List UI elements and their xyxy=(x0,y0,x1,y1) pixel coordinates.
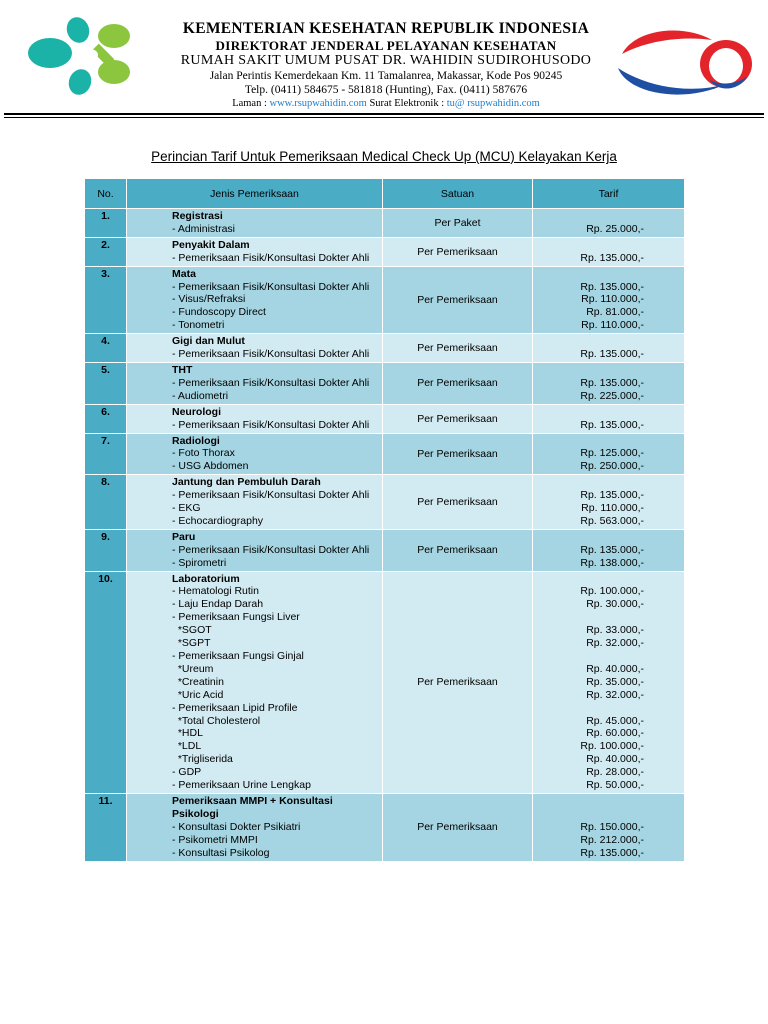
hospital-phone: Telp. (0411) 584675 - 581818 (Hunting), Fax. (0411) 587676 xyxy=(244,84,528,96)
exam-category: Radiologi xyxy=(172,434,220,447)
tariff-value: Rp. 135.000,- xyxy=(580,543,644,556)
exam-item: *SGOT xyxy=(172,624,212,637)
exam-item: - Psikometri MMPI xyxy=(172,833,258,846)
tariff-cell xyxy=(533,266,685,334)
web-link[interactable]: www.rsupwahidin.com xyxy=(269,98,367,109)
exam-item: - Echocardiography xyxy=(172,514,264,527)
row-number: 9. xyxy=(85,529,127,571)
table-row xyxy=(85,266,685,334)
header-jenis: Jenis Pemeriksaan xyxy=(127,179,383,209)
table-header-row xyxy=(85,179,685,209)
exam-item: - EKG xyxy=(172,502,201,515)
tariff-cell xyxy=(533,404,685,433)
tariff-value: Rp. 32.000,- xyxy=(586,637,644,650)
tariff-cell xyxy=(533,475,685,530)
tariff-value: Rp. 135.000,- xyxy=(580,376,644,389)
tariff-table xyxy=(84,178,685,862)
exam-cell xyxy=(127,404,383,433)
letterhead-rule-thick xyxy=(4,113,764,115)
exam-item: - Tonometri xyxy=(172,319,225,332)
letterhead-text xyxy=(140,20,632,110)
table-row xyxy=(85,334,685,363)
table-row xyxy=(85,529,685,571)
table-row xyxy=(85,475,685,530)
tariff-value: Rp. 563.000,- xyxy=(580,514,644,527)
exam-cell xyxy=(127,334,383,363)
exam-item: - Pemeriksaan Fisik/Konsultasi Dokter Ahli xyxy=(172,348,370,361)
table-body xyxy=(85,209,685,862)
ministry-name: KEMENTERIAN KESEHATAN REPUBLIK INDONESIA xyxy=(182,20,590,37)
unit-cell: Per Pemeriksaan xyxy=(383,266,533,334)
tariff-value: Rp. 212.000,- xyxy=(580,833,644,846)
exam-item: - Pemeriksaan Urine Lengkap xyxy=(172,779,311,792)
exam-item: - Pemeriksaan Fisik/Konsultasi Dokter Ahli xyxy=(172,376,370,389)
tariff-value: Rp. 100.000,- xyxy=(580,585,644,598)
hospital-address: Jalan Perintis Kemerdekaan Km. 11 Tamalanrea, Makassar, Kode Pos 90245 xyxy=(209,70,563,82)
exam-category: Pemeriksaan MMPI + Konsultasi Psikologi xyxy=(172,794,333,820)
tariff-value: Rp. 35.000,- xyxy=(586,675,644,688)
ministry-logo-icon xyxy=(26,16,144,100)
tariff-cell xyxy=(533,529,685,571)
table-row xyxy=(85,793,685,861)
tariff-cell xyxy=(533,433,685,475)
row-number: 2. xyxy=(85,237,127,266)
row-number: 4. xyxy=(85,334,127,363)
web-label: Laman : xyxy=(232,98,267,109)
hospital-name: RUMAH SAKIT UMUM PUSAT DR. WAHIDIN SUDIROHUSODO xyxy=(180,53,592,68)
tariff-value: Rp. 150.000,- xyxy=(580,820,644,833)
exam-cell xyxy=(127,475,383,530)
tariff-cell xyxy=(533,793,685,861)
document-title: Perincian Tarif Untuk Pemeriksaan Medical Check Up (MCU) Kelayakan Kerja xyxy=(151,149,617,164)
exam-cell xyxy=(127,571,383,793)
contact-line xyxy=(140,97,632,110)
exam-item: - Pemeriksaan Fisik/Konsultasi Dokter Ahli xyxy=(172,251,370,264)
tariff-value: Rp. 135.000,- xyxy=(580,348,644,361)
exam-category: Paru xyxy=(172,530,196,543)
unit-cell: Per Pemeriksaan xyxy=(383,529,533,571)
row-number: 10. xyxy=(85,571,127,793)
exam-category: Gigi dan Mulut xyxy=(172,335,245,348)
hospital-logo-icon xyxy=(614,24,756,102)
table-row xyxy=(85,209,685,238)
tariff-value: Rp. 135.000,- xyxy=(580,280,644,293)
tariff-cell xyxy=(533,237,685,266)
exam-category: Penyakit Dalam xyxy=(172,238,250,251)
tariff-value: Rp. 135.000,- xyxy=(580,846,644,859)
row-number: 7. xyxy=(85,433,127,475)
table-row xyxy=(85,404,685,433)
exam-item: - GDP xyxy=(172,766,202,779)
unit-cell: Per Pemeriksaan xyxy=(383,362,533,404)
tariff-value xyxy=(533,650,644,663)
row-number: 11. xyxy=(85,793,127,861)
unit-cell: Per Pemeriksaan xyxy=(383,475,533,530)
tariff-value: Rp. 50.000,- xyxy=(586,779,644,792)
exam-item: - Laju Endap Darah xyxy=(172,598,264,611)
tariff-value: Rp. 135.000,- xyxy=(580,418,644,431)
row-number: 5. xyxy=(85,362,127,404)
exam-item: - Pemeriksaan Fungsi Liver xyxy=(172,611,300,624)
tariff-value: Rp. 125.000,- xyxy=(580,447,644,460)
table-row xyxy=(85,362,685,404)
letterhead-rule-thin xyxy=(4,117,764,118)
unit-cell: Per Pemeriksaan xyxy=(383,334,533,363)
unit-cell: Per Pemeriksaan xyxy=(383,404,533,433)
exam-cell xyxy=(127,266,383,334)
row-number: 3. xyxy=(85,266,127,334)
tariff-value: Rp. 33.000,- xyxy=(586,624,644,637)
exam-item: - Hematologi Rutin xyxy=(172,585,259,598)
directorate-name: DIREKTORAT JENDERAL PELAYANAN KESEHATAN xyxy=(215,38,557,53)
row-number: 1. xyxy=(85,209,127,238)
tariff-value: Rp. 28.000,- xyxy=(586,766,644,779)
exam-item: - Konsultasi Psikolog xyxy=(172,846,270,859)
exam-item: - Spirometri xyxy=(172,556,227,569)
tariff-cell xyxy=(533,209,685,238)
exam-item: - Pemeriksaan Lipid Profile xyxy=(172,701,298,714)
exam-cell xyxy=(127,793,383,861)
table-row xyxy=(85,237,685,266)
exam-item: - Pemeriksaan Fisik/Konsultasi Dokter Ahli xyxy=(172,489,370,502)
letterhead xyxy=(0,0,768,118)
exam-item: - Pemeriksaan Fisik/Konsultasi Dokter Ahli xyxy=(172,418,370,431)
unit-cell: Per Pemeriksaan xyxy=(383,433,533,475)
unit-cell: Per Paket xyxy=(383,209,533,238)
exam-item: - Audiometri xyxy=(172,389,229,402)
tariff-value: Rp. 110.000,- xyxy=(581,319,644,332)
tariff-value: Rp. 135.000,- xyxy=(580,489,644,502)
exam-item: *Creatinin xyxy=(172,675,224,688)
tariff-value: Rp. 32.000,- xyxy=(586,688,644,701)
exam-item: *HDL xyxy=(172,727,203,740)
unit-cell: Per Pemeriksaan xyxy=(383,237,533,266)
tariff-value: Rp. 81.000,- xyxy=(586,306,644,319)
exam-item: - Konsultasi Dokter Psikiatri xyxy=(172,820,301,833)
exam-category: Registrasi xyxy=(172,210,223,222)
tariff-value: Rp. 138.000,- xyxy=(580,556,644,569)
row-number: 6. xyxy=(85,404,127,433)
exam-item: - Foto Thorax xyxy=(172,447,235,460)
tariff-value: Rp. 110.000,- xyxy=(581,502,644,515)
exam-category: Laboratorium xyxy=(172,572,240,585)
tariff-value: Rp. 40.000,- xyxy=(586,662,644,675)
email-label: Surat Elektronik : xyxy=(369,98,445,109)
exam-item: - Visus/Refraksi xyxy=(172,293,246,306)
header-tarif: Tarif xyxy=(533,179,685,209)
exam-cell xyxy=(127,209,383,238)
exam-item: *Total Cholesterol xyxy=(172,714,261,727)
exam-item: - Fundoscopy Direct xyxy=(172,306,266,319)
unit-cell: Per Pemeriksaan xyxy=(383,571,533,793)
tariff-value: Rp. 225.000,- xyxy=(580,389,644,402)
exam-item: - Pemeriksaan Fisik/Konsultasi Dokter Ahli xyxy=(172,280,370,293)
tariff-value xyxy=(533,702,644,715)
email-link[interactable]: tu@ rsupwahidin.com xyxy=(446,98,540,109)
tariff-value: Rp. 60.000,- xyxy=(586,727,644,740)
exam-item: *SGPT xyxy=(172,637,211,650)
tariff-value: Rp. 135.000,- xyxy=(580,251,644,264)
tariff-value: Rp. 25.000,- xyxy=(586,222,644,235)
header-satuan: Satuan xyxy=(383,179,533,209)
header-no: No. xyxy=(85,179,127,209)
exam-item: *LDL xyxy=(172,740,202,753)
exam-cell xyxy=(127,362,383,404)
exam-category: THT xyxy=(172,363,193,376)
exam-cell xyxy=(127,529,383,571)
tariff-cell xyxy=(533,362,685,404)
exam-item: - USG Abdomen xyxy=(172,460,249,473)
exam-item: *Uric Acid xyxy=(172,688,224,701)
tariff-value: Rp. 250.000,- xyxy=(580,460,644,473)
tariff-cell xyxy=(533,334,685,363)
exam-category: Mata xyxy=(172,267,196,280)
table-row xyxy=(85,433,685,475)
row-number: 8. xyxy=(85,475,127,530)
tariff-value: Rp. 100.000,- xyxy=(580,740,644,753)
unit-cell: Per Pemeriksaan xyxy=(383,793,533,861)
exam-category: Jantung dan Pembuluh Darah xyxy=(172,476,321,489)
tariff-value: Rp. 45.000,- xyxy=(586,714,644,727)
table-row xyxy=(85,571,685,793)
exam-item: *Trigliserida xyxy=(172,753,233,766)
exam-cell xyxy=(127,433,383,475)
exam-item: - Administrasi xyxy=(172,222,236,235)
tariff-value: Rp. 40.000,- xyxy=(586,753,644,766)
exam-cell xyxy=(127,237,383,266)
exam-item: *Ureum xyxy=(172,662,214,675)
exam-item: - Pemeriksaan Fungsi Ginjal xyxy=(172,650,304,662)
tariff-cell xyxy=(533,571,685,793)
tariff-value: Rp. 30.000,- xyxy=(586,598,644,611)
tariff-value: Rp. 110.000,- xyxy=(581,293,644,306)
exam-item: - Pemeriksaan Fisik/Konsultasi Dokter Ahli xyxy=(172,543,370,556)
exam-category: Neurologi xyxy=(172,405,221,418)
tariff-value xyxy=(533,611,644,624)
